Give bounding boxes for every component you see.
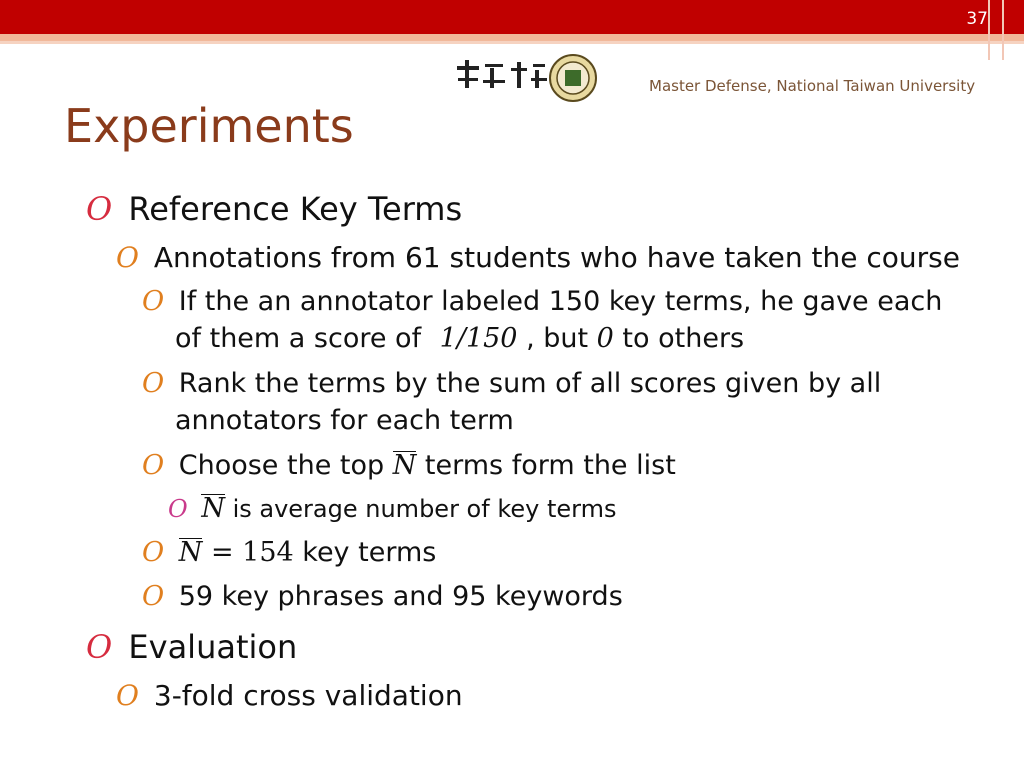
page-number: 37 [966,9,988,29]
bullet-reference-key-terms [86,190,462,228]
bullet-key-phrases [142,581,623,612]
bullet-rank-terms [142,368,881,399]
text-segment: , but [517,323,597,354]
bullet-icon: O [142,450,165,481]
bullet-text: is average number of key terms [224,495,617,523]
math-zero: 0 [596,323,614,354]
bullet-text: If the an annotator labeled 150 key terms, he gave each [178,286,943,317]
slide-title: Experiments [64,99,354,153]
bullet-text: Evaluation [128,628,298,666]
text-segment: terms form the list [416,450,676,481]
top-accent-stripe-light [0,41,1024,44]
bullet-icon: O [116,241,139,274]
bullet-rank-terms-continued [175,405,514,436]
university-logo-icon [455,52,600,104]
math-fraction: 1/150 [439,323,518,354]
header-note: Master Defense, National Taiwan University [649,77,976,95]
bullet-average-n [168,494,616,523]
text-segment: to others [613,323,745,354]
bullet-choose-top-n [142,450,676,481]
bullet-icon: O [168,495,188,523]
top-accent-stripe [0,34,1024,41]
bullet-text: 59 key phrases and 95 keywords [178,581,623,612]
bullet-icon: O [142,286,165,317]
bullet-annotations [116,241,960,274]
bullet-text: Reference Key Terms [128,190,463,228]
bullet-text: Annotations from 61 students who have taken the course [153,241,960,274]
bullet-icon: O [142,368,165,399]
bullet-cross-validation [116,679,463,712]
math-value: = 154 [202,537,294,568]
math-n-bar: N [201,493,225,524]
text-segment: Choose the top [178,450,393,481]
bullet-icon: O [86,190,113,228]
bullet-evaluation [86,628,297,666]
bullet-icon: O [142,581,165,612]
bullet-icon: O [86,628,113,666]
text-segment: key terms [293,537,437,568]
text-segment: of them a score of [175,323,430,354]
bullet-text: annotators for each term [175,405,514,436]
math-n-bar: N [178,537,203,568]
bullet-icon: O [116,679,139,712]
math-n-bar: N [392,450,417,481]
bullet-text: Rank the terms by the sum of all scores given by all [178,368,882,399]
top-banner [0,0,1024,34]
bullet-text: 3-fold cross validation [153,679,463,712]
bullet-icon: O [142,537,165,568]
bullet-annotator-score-continued [175,323,744,354]
bullet-n-equals [142,537,436,568]
bullet-annotator-score [142,286,942,317]
decorative-edge-lines [988,0,1004,60]
